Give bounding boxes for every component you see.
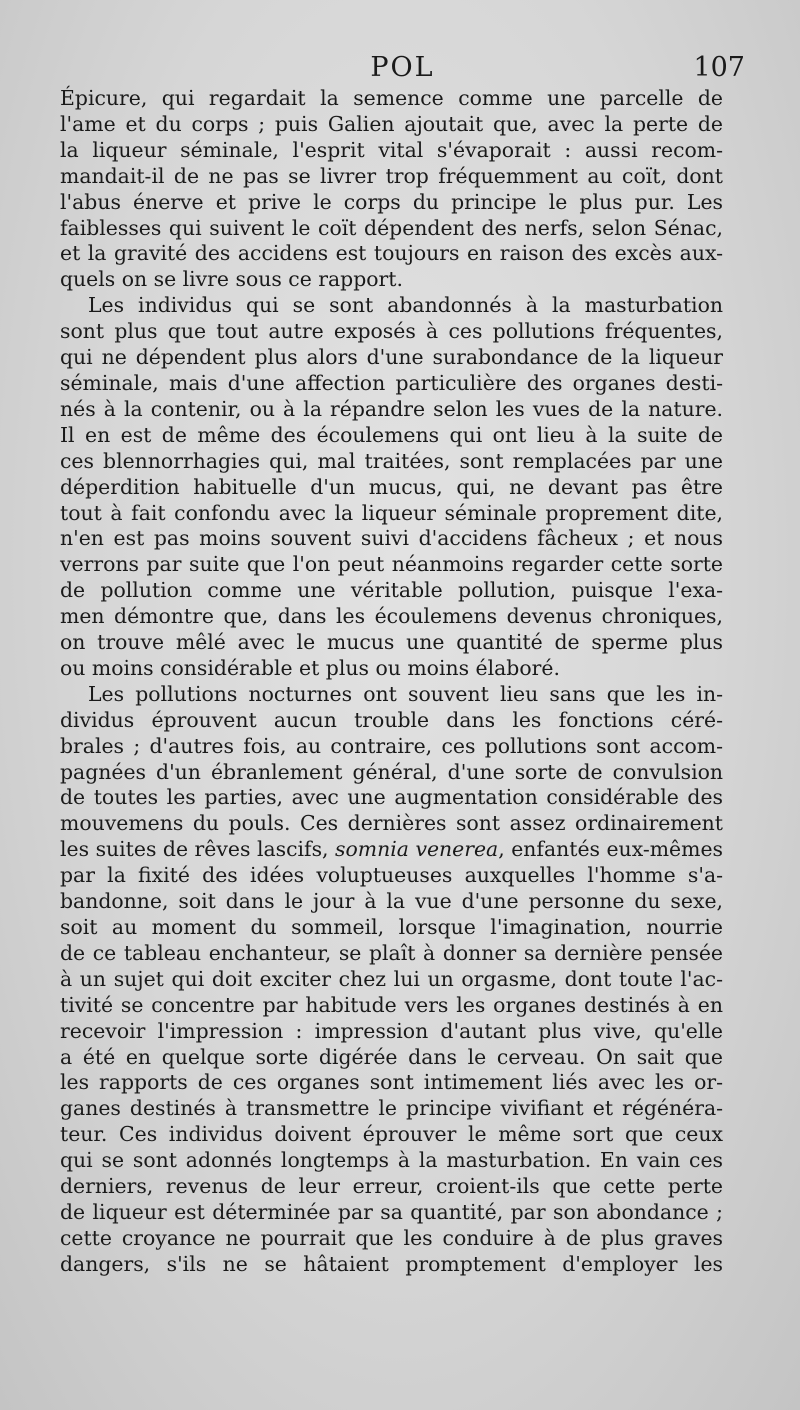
text-line: n'en est pas moins souvent suivi d'accidens fâcheux ; et nous — [60, 526, 723, 551]
text-line: mandait-il de ne pas se livrer trop fréquemment au coït, dont — [60, 163, 723, 188]
text-segment: les suites de rêves lascifs, — [60, 837, 336, 862]
text-line: mouvemens du pouls. Ces dernières sont assez ordinairement — [60, 811, 723, 836]
running-head: POL — [370, 52, 435, 83]
text-line: Les pollutions nocturnes ont souvent lieu sans que les in- — [88, 681, 723, 706]
text-line: de ce tableau enchanteur, se plaît à donner sa dernière pensée — [60, 940, 723, 965]
text-line: les rapports de ces organes sont intimement liés avec les or- — [60, 1070, 723, 1095]
text-line: a été en quelque sorte digérée dans le cerveau. On sait que — [60, 1044, 723, 1069]
text-line: derniers, revenus de leur erreur, croient-ils que cette perte — [60, 1174, 723, 1199]
text-line: Les individus qui se sont abandonnés à la masturbation — [88, 293, 723, 318]
text-line: Il en est de même des écoulemens qui ont lieu à la suite de — [60, 422, 723, 447]
text-line: on trouve mêlé avec le mucus une quantité de sperme plus — [60, 630, 723, 655]
text-line: men démontre que, dans les écoulemens devenus chroniques, — [60, 604, 723, 629]
text-line: pagnées d'un ébranlement général, d'une sorte de convulsion — [60, 759, 723, 784]
page-header — [60, 52, 745, 88]
text-line: verrons par suite que l'on peut néanmoins regarder cette sorte — [60, 552, 723, 577]
text-line — [60, 837, 723, 863]
text-line: de liqueur est déterminée par sa quantité, par son abondance ; — [60, 1199, 723, 1224]
text-line: tout à fait confondu avec la liqueur séminale proprement dite, — [60, 500, 723, 525]
text-line: soit au moment du sommeil, lorsque l'imagination, nourrie — [60, 915, 723, 939]
text-line: de toutes les parties, avec une augmentation considérable des — [60, 785, 723, 810]
text-line: faiblesses qui suivent le coït dépendent des nerfs, selon Sénac, — [60, 215, 723, 240]
text-line: dangers, s'ils ne se hâtaient promptement d'employer les — [60, 1251, 723, 1276]
text-line: de pollution comme une véritable pollution, puisque l'exa- — [60, 578, 723, 603]
text-line: ganes destinés à transmettre le principe vivifiant et régénéra- — [60, 1096, 723, 1121]
text-line: sont plus que tout autre exposés à ces pollutions fréquentes, — [60, 319, 723, 344]
text-line: nés à la contenir, ou à la répandre selon les vues de la nature. — [60, 396, 723, 421]
body-text — [60, 86, 723, 1278]
text-line: cette croyance ne pourrait que les conduire à de plus graves — [60, 1225, 723, 1250]
text-line: brales ; d'autres fois, au contraire, ces pollutions sont accom- — [60, 733, 723, 758]
text-line: l'ame et du corps ; puis Galien ajoutait que, avec la perte de — [60, 111, 723, 136]
text-line: par la fixité des idées voluptueuses auxquelles l'homme s'a- — [60, 863, 723, 888]
text-line: qui ne dépendent plus alors d'une surabondance de la liqueur — [60, 345, 723, 370]
latin-term: somnia venerea — [335, 837, 499, 862]
text-line: bandonne, soit dans le jour à la vue d'une personne du sexe, — [60, 889, 723, 914]
text-line: teur. Ces individus doivent éprouver le même sort que ceux — [60, 1122, 723, 1147]
text-line: la liqueur séminale, l'esprit vital s'évaporait : aussi recom- — [60, 137, 723, 162]
text-line: dividus éprouvent aucun trouble dans les fonctions céré- — [60, 707, 723, 732]
page-number: 107 — [693, 52, 745, 83]
text-line: quels on se livre sous ce rapport. — [60, 267, 403, 292]
text-line: tivité se concentre par habitude vers les organes destinés à en — [60, 992, 723, 1017]
text-segment: , enfantés eux-mêmes — [498, 837, 723, 862]
text-line: séminale, mais d'une affection particulière des organes desti- — [60, 370, 723, 395]
text-line: recevoir l'impression : impression d'autant plus vive, qu'elle — [60, 1018, 723, 1043]
text-line: déperdition habituelle d'un mucus, qui, ne devant pas être — [60, 474, 723, 499]
text-line: Épicure, qui regardait la semence comme une parcelle de — [60, 86, 723, 110]
text-line: et la gravité des accidens est toujours en raison des excès aux- — [60, 241, 723, 266]
text-line: l'abus énerve et prive le corps du principe le plus pur. Les — [60, 189, 723, 214]
text-line: qui se sont adonnés longtemps à la masturbation. En vain ces — [60, 1148, 723, 1173]
text-line: ces blennorrhagies qui, mal traitées, sont remplacées par une — [60, 448, 723, 473]
text-line: à un sujet qui doit exciter chez lui un orgasme, dont toute l'ac- — [60, 966, 723, 991]
text-line: ou moins considérable et plus ou moins élaboré. — [60, 655, 560, 680]
